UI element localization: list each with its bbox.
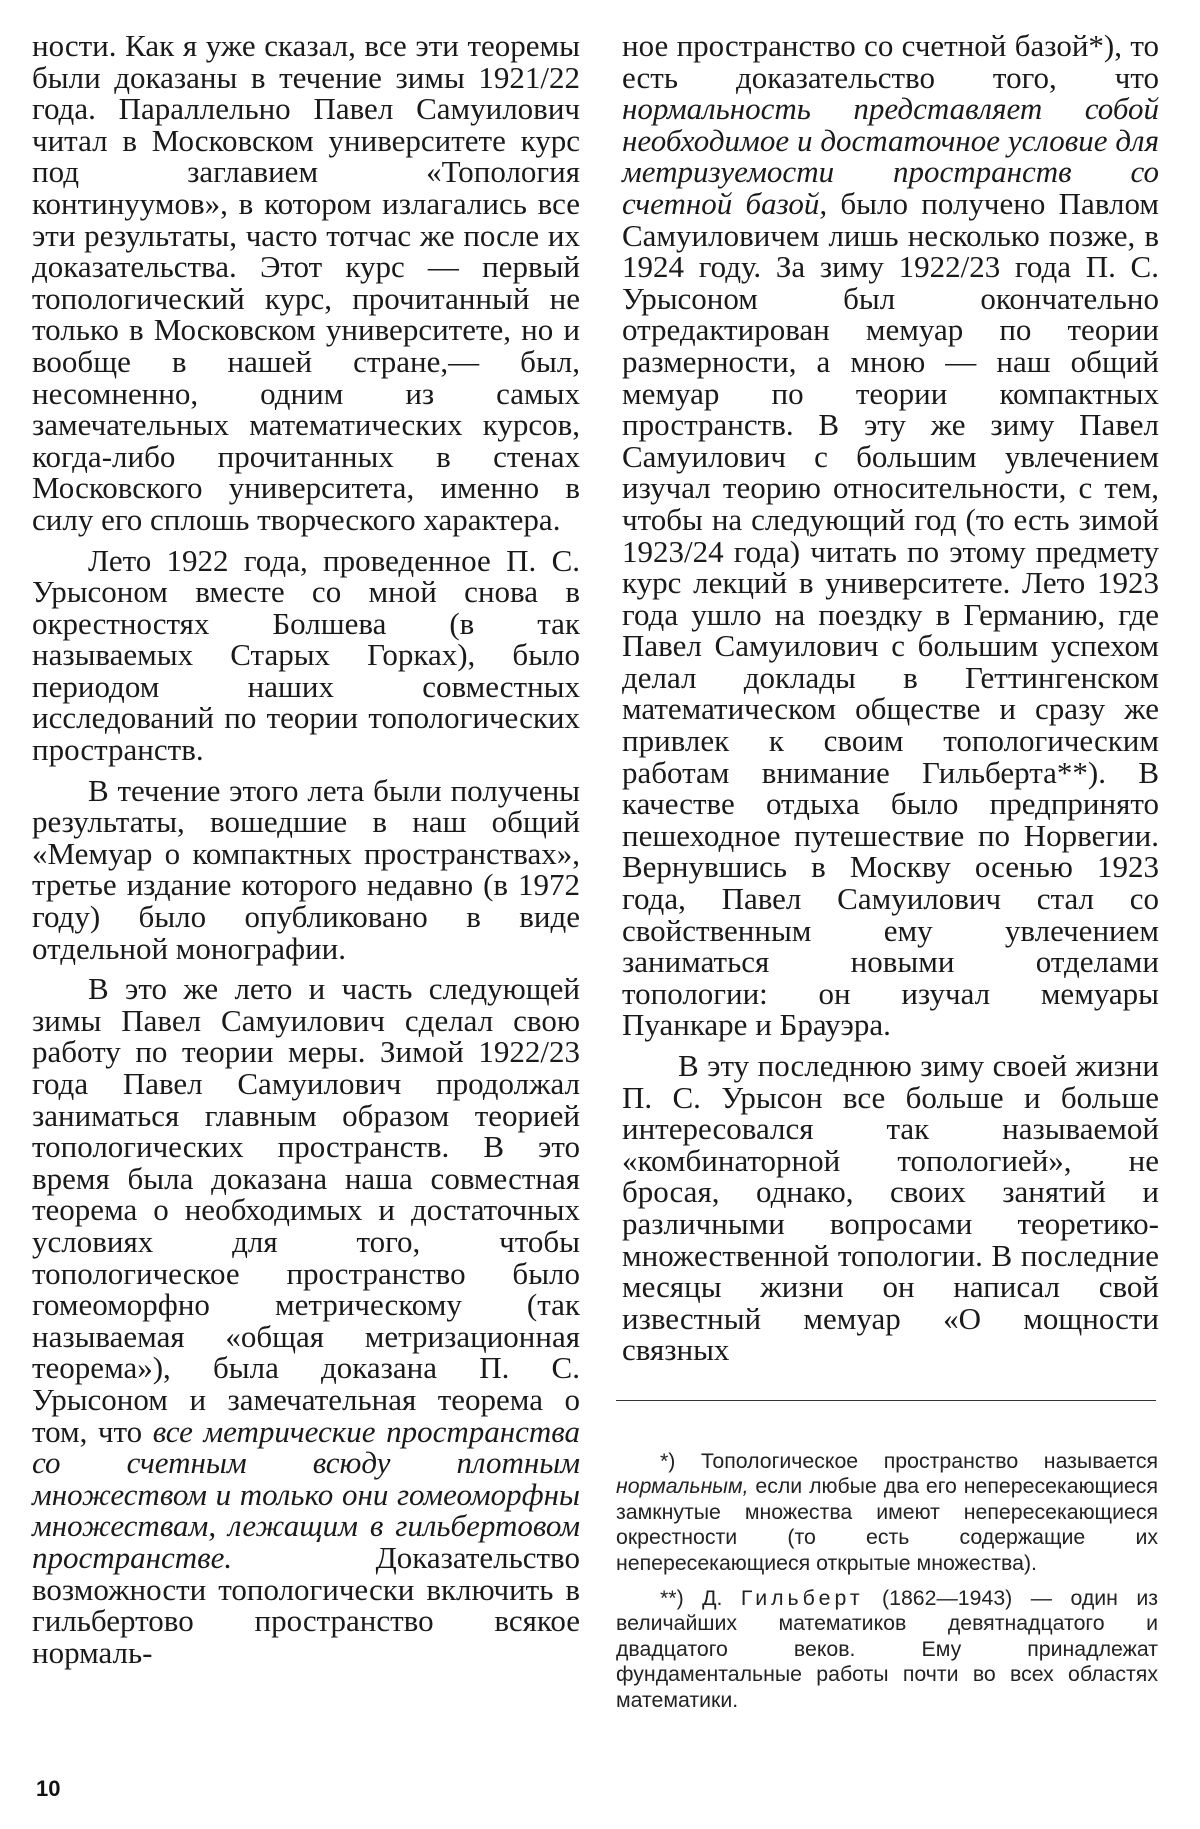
- paragraph: В эту последнюю зиму своей жизни П. С. Урысон все больше и больше интересовался так называемой «комбинаторной топологией», не бросая, однако, своих занятий и различными вопросами теоретико-множественной топологии. В последние месяцы жизни он написал свой известный мемуар «О мощности связных: [622, 1048, 1159, 1368]
- text-run: **) Д.: [660, 1586, 741, 1611]
- text-run: было получено Павлом Самуиловичем лишь несколько позже, в 1924 году. За зиму 1922/23 года П. С. Урысоном был окончательно отредактирован мемуар по теории размерности, а мною — наш общий мемуар по теории компактных пространств. В эту же зиму Павел Самуилович с большим увлечением изучал теорию относительности, с тем, чтобы на следующий год (то есть зимой 1923/24 года) читать по этому предмету курс лекций в университете. Лето 1923 года ушло на поездку в Германию, где Павел Самуилович с большим успехом делал доклады в Геттингенском математическом обществе и сразу же привлек к своим топологическим работам внимание Гильберта**). В качестве отдыха было предпринято пешеходное путешествие по Норвегии. Вернувшись в Москву осенью 1923 года, Павел Самуилович стал со свойственным ему увлечением заниматься новыми отделами топологии: он изучал мемуары Пуанкаре и Брауэра.: [622, 185, 1159, 1043]
- italic-theorem: все метрические пространства со счетным всюду плотным множеством и только они гомеоморфны множествам, лежащим в гильбертовом пространстве.: [32, 1413, 580, 1575]
- footnote-2: [616, 1586, 1158, 1713]
- text-run: ное пространство со счетной базой*), то есть доказательство того, что: [622, 28, 1159, 95]
- italic-theorem: нормальность представляет собой необходимое и достаточное условие для метризуемости пространств со счетной базой,: [622, 91, 1159, 221]
- spaced-name: Гильберт: [740, 1586, 864, 1611]
- right-column: [622, 30, 1159, 1366]
- paragraph: [32, 973, 580, 1668]
- paragraph: В течение этого лета были получены результаты, вошедшие в наш общий «Мемуар о компактных пространствах», третье издание которого недавно (в 1972 году) было опубликовано в виде отдельной монографии.: [32, 772, 580, 966]
- footnotes: [616, 1449, 1158, 1713]
- left-column: [32, 30, 580, 1668]
- text-run: В это же лето и часть следующей зимы Павел Самуилович сделал свою работу по теории меры. Зимой 1922/23 года Павел Самуилович продолжал заниматься главным образом теорией топологических пространств. В это время была доказана наша совместная теорема о необходимых и достаточных условиях для того, чтобы топологическое пространство было гомеоморфно метрическому (так называемая «общая метризационная теорема»), была доказана П. С. Урысоном и замечательная теорема о том, что: [32, 971, 580, 1449]
- text-run: *) Топологическое пространство называется: [660, 1449, 1158, 1473]
- paragraph: ности. Как я уже сказал, все эти теоремы были доказаны в течение зимы 1921/22 года. Параллельно Павел Самуилович читал в Московском университете курс под заглавием «Топология континуумов», в котором излагались все эти результаты, часто тотчас же после их доказательства. Этот курс — первый топологический курс, прочитанный не только в Московском университете, но и вообще в нашей стране,— был, несомненно, одним из самых замечательных математических курсов, когда-либо прочитанных в стенах Московского университета, именно в силу его сплошь творческого характера.: [32, 28, 580, 537]
- page-number: 10: [36, 1776, 61, 1801]
- text-run: если любые два его непересекающиеся замкнутые множества имеют непересекающиеся окрестности (то есть содержащие их непересекающиеся открытые множества).: [616, 1474, 1158, 1575]
- text-run: (1862—1943) — один из величайших математиков девятнадцатого и двадцатого веков. Ему принадлежат фундаментальные работы почти во всех областях математики.: [616, 1586, 1158, 1712]
- paragraph: [622, 30, 1159, 1041]
- text-run: Доказательство возможности топологически включить в гильбертово пространство всякое нормаль-: [32, 1539, 580, 1670]
- paragraph: Лето 1922 года, проведенное П. С. Урысоном вместе со мной снова в окрестностях Болшева (в так называемых Старых Горках), было периодом наших совместных исследований по теории топологических пространств.: [32, 542, 580, 768]
- footnote-divider: [616, 1400, 1156, 1401]
- italic-term: нормальным,: [616, 1474, 749, 1499]
- footnote-1: [616, 1449, 1158, 1576]
